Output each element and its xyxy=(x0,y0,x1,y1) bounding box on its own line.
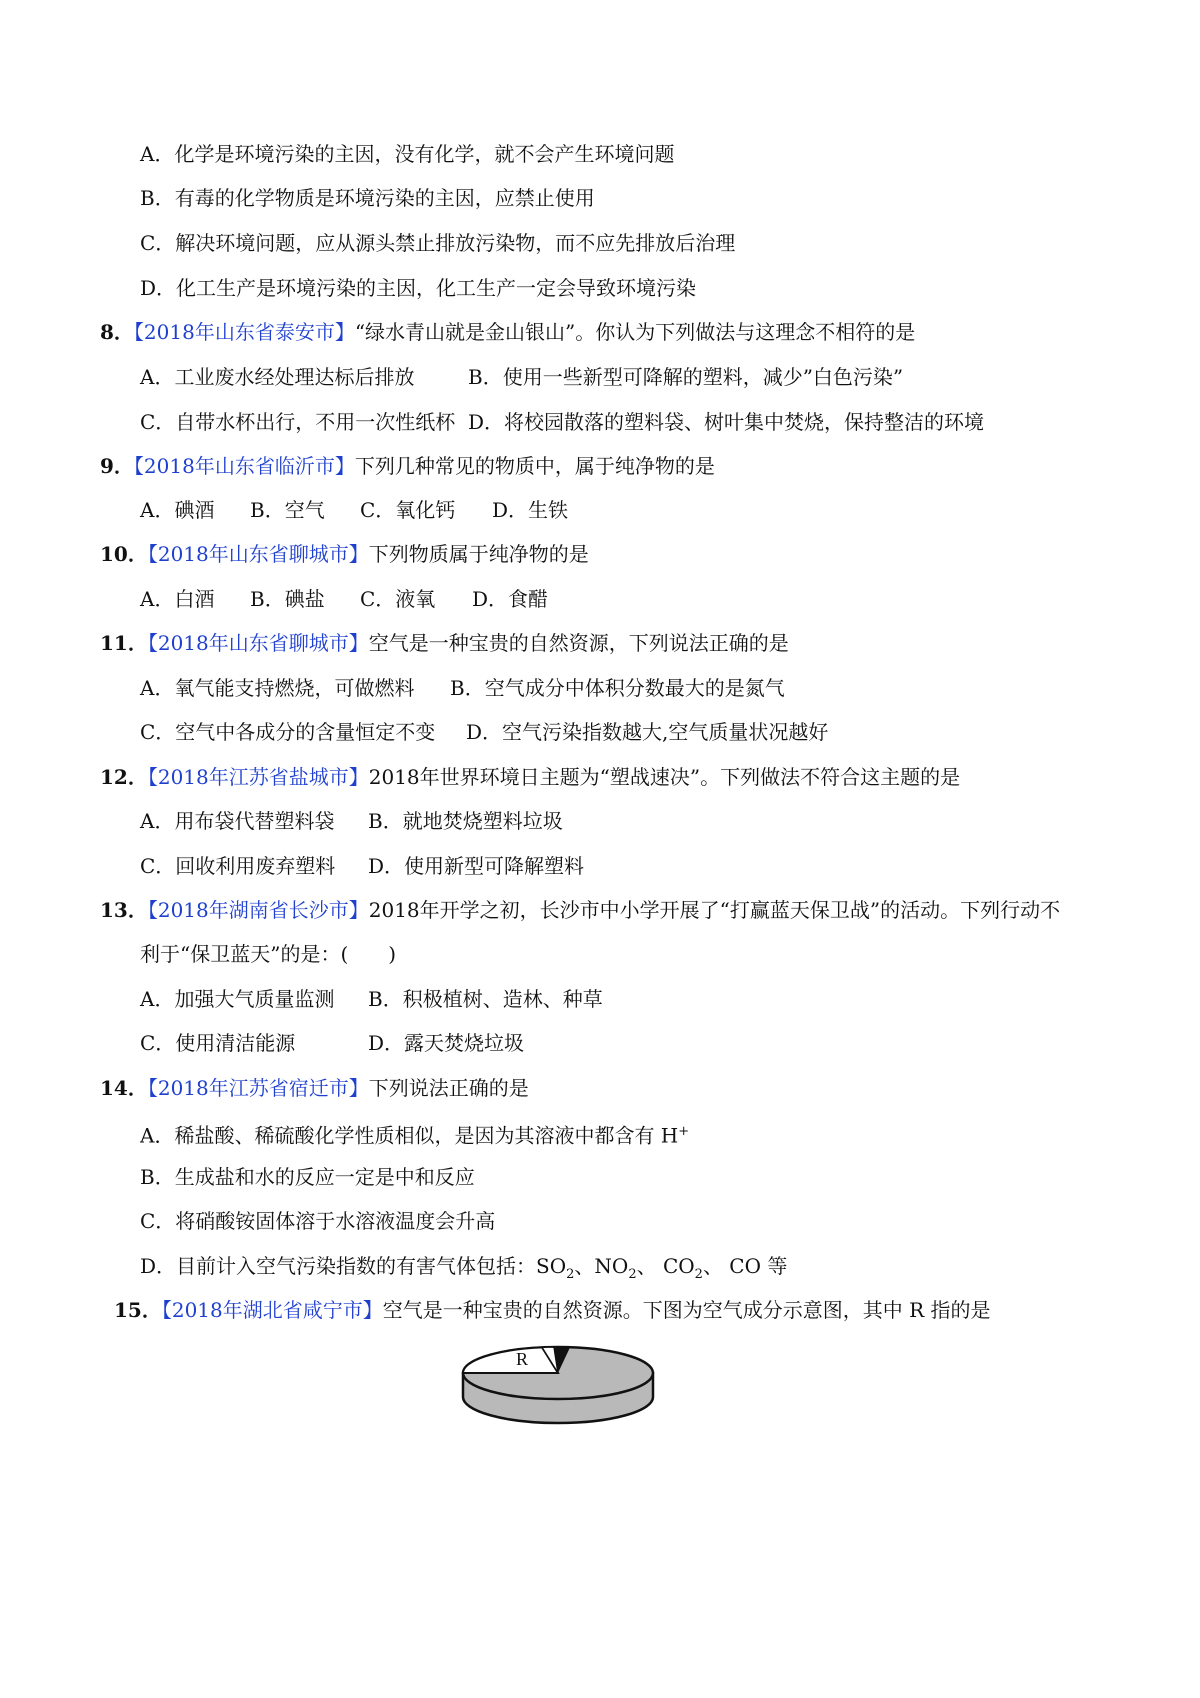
q9-option-b: B．空气 xyxy=(250,498,325,522)
question-stem: 空气是一种宝贵的自然资源，下列说法正确的是 xyxy=(368,631,789,655)
air-composition-figure xyxy=(458,1340,658,1430)
bracket-open: 【 xyxy=(147,1076,158,1100)
q13-option-a: A．加强大气质量监测 xyxy=(140,987,335,1011)
bracket-open: 【 xyxy=(133,454,144,478)
subscript: 2 xyxy=(628,1267,637,1282)
q12-option-b: B．就地焚烧塑料垃圾 xyxy=(368,809,563,833)
bracket-close: 】 xyxy=(348,898,369,922)
q8-option-a: A．工业废水经处理达标后排放 xyxy=(140,365,415,389)
question-number: 12． xyxy=(100,765,148,789)
question-stem: 空气是一种宝贵的自然资源。下图为空气成分示意图，其中 R 指的是 xyxy=(382,1298,991,1322)
question-number: 9． xyxy=(100,454,134,478)
q14-option-a xyxy=(140,1118,689,1150)
bracket-open: 【 xyxy=(147,765,158,789)
bracket-close: 】 xyxy=(348,631,369,655)
superscript: + xyxy=(678,1124,690,1139)
bracket-open: 【 xyxy=(147,631,158,655)
bracket-open: 【 xyxy=(147,542,158,566)
option-text: 、 CO 等 xyxy=(702,1254,788,1278)
q7-option-b: B．有毒的化学物质是环境污染的主因，应禁止使用 xyxy=(140,186,595,210)
question-stem: 下列物质属于纯净物的是 xyxy=(368,542,589,566)
q8-option-d: D．将校园散落的塑料袋、树叶集中焚烧，保持整洁的环境 xyxy=(468,410,985,434)
question-13-stem-cont: 利于“保卫蓝天”的是：( ) xyxy=(140,942,397,966)
question-source: 2018年山东省泰安市 xyxy=(143,320,335,344)
q13-option-d: D．露天焚烧垃圾 xyxy=(368,1031,525,1055)
option-text: D．目前计入空气污染指数的有害气体包括：SO xyxy=(140,1254,567,1278)
bracket-close: 】 xyxy=(334,454,355,478)
question-number: 13． xyxy=(100,898,148,922)
question-stem: 2018年世界环境日主题为“塑战速决”。下列做法不符合这主题的是 xyxy=(368,765,961,789)
question-stem: 下列说法正确的是 xyxy=(368,1076,529,1100)
q12-option-c: C．回收利用废弃塑料 xyxy=(140,854,336,878)
question-source: 2018年湖南省长沙市 xyxy=(157,898,349,922)
subscript: 2 xyxy=(694,1267,703,1282)
bracket-close: 】 xyxy=(348,765,369,789)
option-text: A．稀盐酸、稀硫酸化学性质相似，是因为其溶液中都含有 H xyxy=(140,1123,679,1148)
q11-option-b: B．空气成分中体积分数最大的是氮气 xyxy=(450,676,785,700)
option-text: 、NO xyxy=(574,1254,629,1278)
question-number: 15． xyxy=(114,1298,162,1322)
q14-option-d xyxy=(140,1252,787,1289)
question-13 xyxy=(100,896,1060,924)
bracket-close: 】 xyxy=(334,320,355,344)
q13-option-b: B．积极植树、造林、种草 xyxy=(368,987,603,1011)
q12-option-d: D．使用新型可降解塑料 xyxy=(368,854,585,878)
bracket-open: 【 xyxy=(133,320,144,344)
q8-option-c: C．自带水杯出行，不用一次性纸杯 xyxy=(140,410,456,434)
bracket-close: 】 xyxy=(348,542,369,566)
question-number: 14． xyxy=(100,1076,148,1100)
q11-option-a: A．氧气能支持燃烧，可做燃料 xyxy=(140,676,415,700)
question-source: 2018年山东省临沂市 xyxy=(143,454,335,478)
bracket-close: 】 xyxy=(362,1298,383,1322)
q10-option-a: A．白酒 xyxy=(140,587,215,611)
question-stem: 2018年开学之初，长沙市中小学开展了“打赢蓝天保卫战”的活动。下列行动不 xyxy=(368,898,1061,922)
question-9 xyxy=(100,452,715,480)
question-8 xyxy=(100,318,915,346)
question-source: 2018年山东省聊城市 xyxy=(157,542,349,566)
q11-option-c: C．空气中各成分的含量恒定不变 xyxy=(140,720,436,744)
bracket-open: 【 xyxy=(147,898,158,922)
q12-option-a: A．用布袋代替塑料袋 xyxy=(140,809,335,833)
question-14 xyxy=(100,1074,529,1102)
q7-option-c: C．解决环境问题，应从源头禁止排放污染物，而不应先排放后治理 xyxy=(140,231,736,255)
q8-option-b: B．使用一些新型可降解的塑料，减少”白色污染” xyxy=(468,365,904,389)
question-source: 2018年江苏省宿迁市 xyxy=(157,1076,349,1100)
q14-option-b: B．生成盐和水的反应一定是中和反应 xyxy=(140,1165,475,1189)
q9-option-a: A．碘酒 xyxy=(140,498,215,522)
subscript: 2 xyxy=(566,1267,575,1282)
q9-option-d: D．生铁 xyxy=(492,498,569,522)
bracket-close: 】 xyxy=(348,1076,369,1100)
question-source: 2018年江苏省盐城市 xyxy=(157,765,349,789)
question-stem: 下列几种常见的物质中，属于纯净物的是 xyxy=(354,454,715,478)
question-source: 2018年山东省聊城市 xyxy=(157,631,349,655)
bracket-open: 【 xyxy=(161,1298,172,1322)
question-10 xyxy=(100,540,589,568)
q7-option-d: D．化工生产是环境污染的主因，化工生产一定会导致环境污染 xyxy=(140,276,697,300)
question-12 xyxy=(100,763,960,791)
q9-option-c: C．氧化钙 xyxy=(360,498,456,522)
question-stem: “绿水青山就是金山银山”。你认为下列做法与这理念不相符的是 xyxy=(354,320,916,344)
question-number: 10． xyxy=(100,542,148,566)
pie-label-r: R xyxy=(516,1349,529,1369)
q7-option-a: A．化学是环境污染的主因，没有化学，就不会产生环境问题 xyxy=(140,142,675,166)
question-number: 8． xyxy=(100,320,134,344)
q11-option-d: D．空气污染指数越大,空气质量状况越好 xyxy=(466,720,829,744)
question-15 xyxy=(114,1296,991,1324)
question-source: 2018年湖北省咸宁市 xyxy=(171,1298,363,1322)
q10-option-c: C．液氧 xyxy=(360,587,436,611)
q10-option-b: B．碘盐 xyxy=(250,587,325,611)
q14-option-c: C．将硝酸铵固体溶于水溶液温度会升高 xyxy=(140,1209,496,1233)
option-text: 、 CO xyxy=(636,1254,695,1278)
q13-option-c: C．使用清洁能源 xyxy=(140,1031,296,1055)
q10-option-d: D．食醋 xyxy=(472,587,549,611)
question-11 xyxy=(100,629,789,657)
question-number: 11． xyxy=(100,631,148,655)
